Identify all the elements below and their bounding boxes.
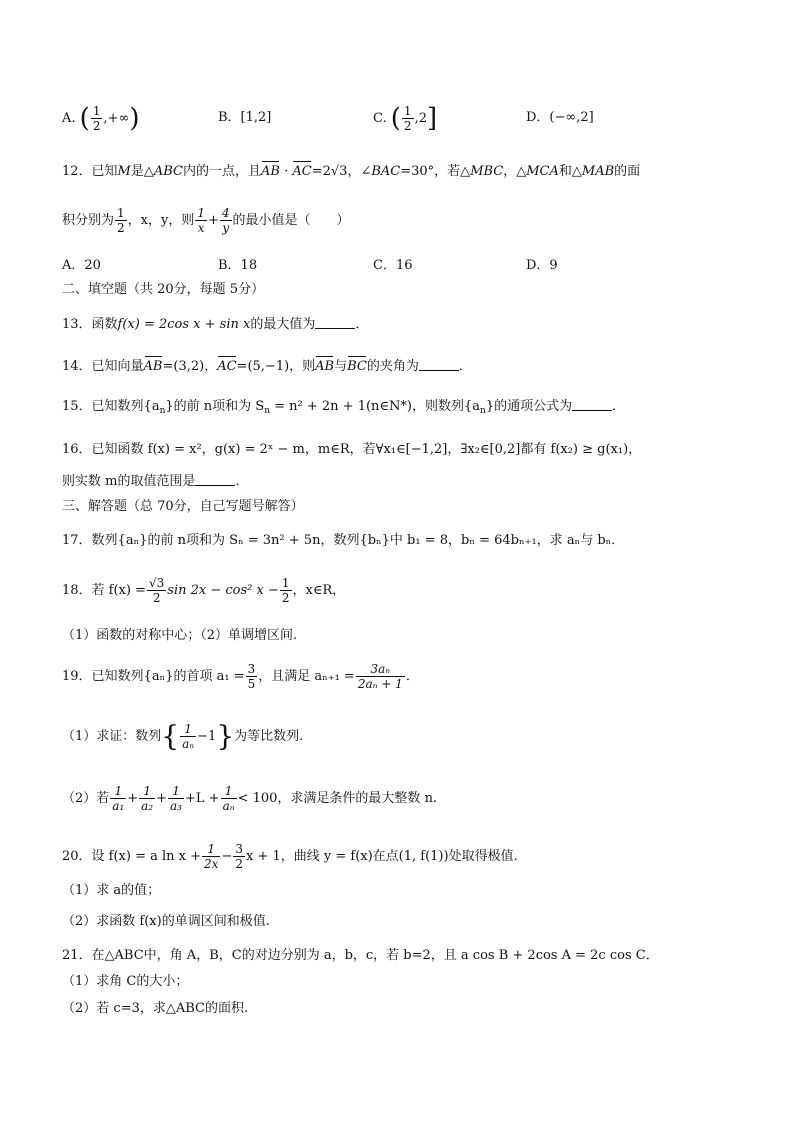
numerator: 1: [281, 576, 290, 590]
denominator: 2x: [204, 857, 219, 871]
q20-part2: （2）求函数 f(x)的单调区间和极值.: [62, 914, 270, 929]
text: +: [207, 213, 219, 228]
fraction: [233, 842, 245, 871]
text: 15．已知数列{a: [62, 399, 160, 414]
text: ，△: [503, 164, 527, 179]
text: 20．设 f(x) = a ln x +: [62, 849, 202, 864]
q18-parts: （1）函数的对称中心；（2）单调增区间.: [62, 628, 298, 643]
text: }的通项公式为: [485, 399, 573, 414]
option-label: A.: [62, 111, 76, 126]
q12-option-b: B．18: [218, 258, 258, 273]
text: 的最小值是（ ）: [232, 213, 350, 228]
numerator: 1: [139, 784, 155, 799]
var: BAC: [371, 164, 401, 179]
text: 和△: [558, 164, 582, 179]
text: 则实数 m的取值范围是: [62, 474, 196, 489]
section-2-heading: 二、填空题（共 20分，每题 5分）: [62, 282, 265, 297]
answer-blank[interactable]: [572, 398, 612, 411]
denominator: a₁: [112, 799, 125, 813]
numerator: 1: [403, 104, 412, 118]
text: =(3,2)，: [162, 359, 218, 374]
denominator: 2: [92, 119, 101, 133]
fraction: [168, 784, 184, 813]
q15: 15．已知数列$\{a_n\}$的前 n项和为 $S_n = n^2 + 2n$ + 1(n∈N*)，则数列$\{a_n\}$的通项公式为 ．: [62, 399, 626, 416]
text: （2）若: [62, 791, 110, 806]
answer-blank[interactable]: [419, 358, 459, 371]
paren-open: (: [390, 103, 401, 134]
var: MAB: [581, 164, 615, 179]
q19-part1: [62, 719, 304, 753]
text: 14．已知向量: [62, 359, 144, 374]
denominator: 2: [281, 591, 290, 605]
numerator: 1: [92, 104, 101, 118]
text: 的夹角为: [366, 359, 419, 374]
paren-close: ): [129, 103, 140, 134]
q16-line2: 则实数 m的取值范围是 ．: [62, 474, 249, 489]
q19-part2: （2）若 $\frac{1}{\text{a₁}}$ + $\frac{1}{\text{a₂}}$ + $\frac{1}{\text{a₃}}$ +L + $\frac{1}{\text{aₙ}}$ < 100，求满足条件的最大整数 n.: [62, 784, 438, 813]
denominator: 2aₙ + 1: [357, 677, 403, 691]
text: ·: [284, 164, 289, 179]
denominator: 2: [403, 119, 412, 133]
text: 的面: [614, 164, 641, 179]
fraction: [246, 662, 258, 691]
text: 18．若 f(x) =: [62, 583, 146, 598]
text: < 100，求满足条件的最大整数 n.: [237, 791, 438, 806]
denominator: a₂: [141, 799, 154, 813]
text: =2√3: [311, 164, 348, 179]
text: −: [221, 849, 233, 864]
vector: AB: [143, 359, 163, 374]
vector: AC: [217, 359, 237, 374]
denominator: a₃: [170, 799, 182, 813]
q11-option-b: B．[1,2]: [218, 110, 272, 125]
denominator: 2: [117, 221, 125, 235]
text: =30°，若△: [400, 164, 471, 179]
text: 是△: [130, 164, 154, 179]
subscript: n: [480, 406, 486, 416]
var: MCA: [526, 164, 559, 179]
text: ．: [405, 669, 419, 684]
vector: AC: [292, 164, 312, 179]
vector: AB: [261, 164, 280, 179]
numerator: 1: [168, 784, 184, 799]
fraction: [115, 206, 127, 235]
text: 13．函数: [62, 317, 118, 332]
numerator: 3aₙ: [356, 662, 405, 677]
vector: AB: [315, 359, 335, 374]
q21: 21．在△ABC中，角 A，B，C的对边分别为 a，b，c，若 b=2，且 a cos B + 2cos A = 2c cos C．: [62, 948, 659, 963]
q18: [62, 576, 345, 605]
text: ，∠: [347, 164, 372, 179]
denominator: 2: [152, 591, 161, 605]
text: +L +: [185, 791, 220, 806]
text: ，x，y，则: [127, 213, 195, 228]
fraction: [147, 576, 166, 605]
brace-open: {: [161, 719, 180, 753]
numerator: 1: [110, 784, 126, 799]
text: =(5,−1)，则: [236, 359, 316, 374]
answer-blank[interactable]: [195, 473, 235, 486]
q17: 17．数列{aₙ}的前 n项和为 Sₙ = 3n² + 5n，数列{bₙ}中 b₁ = 8，bₙ = 64bₙ₊₁，求 aₙ与 bₙ．: [62, 533, 625, 548]
fraction: [195, 206, 207, 235]
text: 积分别为: [62, 213, 115, 228]
q20: [62, 842, 518, 871]
numerator: 1: [221, 784, 237, 799]
text: （1）求证：数列: [62, 729, 162, 744]
q12-option-d: D．9: [526, 258, 558, 273]
brace-close: }: [216, 719, 235, 753]
text: 为等比数列.: [234, 729, 304, 744]
subscript: n: [159, 406, 166, 416]
q12-option-a: A．20: [62, 258, 101, 273]
text: }的前 n项和为 S: [165, 399, 265, 414]
text: x + 1，曲线 y = f(x)在点(1, f(1))处取得极值.: [245, 849, 518, 864]
q12-option-c: C．16: [373, 258, 413, 273]
q11-option-c: [373, 104, 437, 133]
fraction: [110, 784, 126, 813]
denominator: y: [222, 221, 230, 235]
text: 19．已知数列{aₙ}的首项 a₁ =: [62, 669, 245, 684]
numerator: 1: [180, 722, 196, 737]
fraction: [280, 576, 292, 605]
numerator: 1: [197, 206, 205, 220]
fraction: [202, 842, 220, 871]
q13: 13．函数f(x) = 2cos x + sin x的最大值为 ．: [62, 317, 369, 332]
var: M: [117, 164, 131, 179]
fraction: [91, 104, 103, 133]
text: = n² + 2n + 1(n∈N*)，则数列{a: [270, 399, 481, 414]
numerator: 1: [202, 842, 220, 857]
q11-option-d: D．(−∞,2]: [526, 110, 594, 125]
var: ABC: [153, 164, 183, 179]
q21-part2: （2）若 c=3，求△ABC的面积.: [62, 1001, 249, 1016]
fraction: [220, 206, 232, 235]
fraction: [139, 784, 155, 813]
text: −1: [197, 729, 217, 744]
q19: [62, 662, 419, 691]
q14: 14．已知向量AB=(3,2)，AC=(5,−1)，则AB与BC的夹角为 ．: [62, 359, 472, 374]
text: ，且满足 aₙ₊₁ =: [258, 669, 355, 684]
q16-line1: 16．已知函数 f(x) = x²，g(x) = 2ˣ − m，m∈R，若∀x₁∈[−1,2]，∃x₂∈[0,2]都有 f(x₂) ≥ g(x₁)，: [62, 442, 642, 457]
formula: f(x) = 2cos x + sin x: [117, 317, 251, 332]
q21-part1: （1）求角 C的大小；: [62, 974, 189, 989]
q20-part1: （1）求 a的值；: [62, 883, 161, 898]
option-tail: ,+∞: [103, 111, 130, 126]
text: 与: [334, 359, 348, 374]
text: 12．已知: [62, 164, 118, 179]
numerator: 3: [247, 662, 256, 676]
option-tail: ,2: [414, 111, 427, 126]
numerator: 4: [221, 206, 230, 220]
denominator: 5: [247, 677, 256, 691]
fraction: [221, 784, 237, 813]
denominator: x: [197, 221, 205, 235]
text: ，x∈R，: [292, 583, 346, 598]
numerator: 1: [117, 206, 125, 220]
fraction: [180, 722, 196, 751]
numerator: 3: [235, 842, 243, 856]
text: 内的一点，且: [183, 164, 262, 179]
fraction: [402, 104, 414, 133]
numerator: √3: [149, 576, 165, 590]
q11-option-a: [62, 104, 139, 133]
var: MBC: [470, 164, 504, 179]
fraction: [356, 662, 405, 691]
formula: sin 2x − cos² x −: [167, 583, 279, 598]
section-3-heading: 三、解答题（总 70分，自己写题号解答）: [62, 499, 304, 514]
subscript: n: [264, 406, 270, 416]
denominator: aₙ: [182, 737, 195, 751]
denominator: aₙ: [222, 799, 235, 813]
option-label: C.: [373, 111, 387, 126]
paren-open: (: [79, 103, 90, 134]
text: 的最大值为: [250, 317, 316, 332]
bracket-close: ]: [426, 103, 438, 134]
q12-line1: [62, 163, 640, 181]
q12-line2: [62, 205, 350, 237]
vector: BC: [347, 359, 367, 374]
answer-blank[interactable]: [315, 316, 355, 329]
denominator: 2: [235, 857, 243, 871]
